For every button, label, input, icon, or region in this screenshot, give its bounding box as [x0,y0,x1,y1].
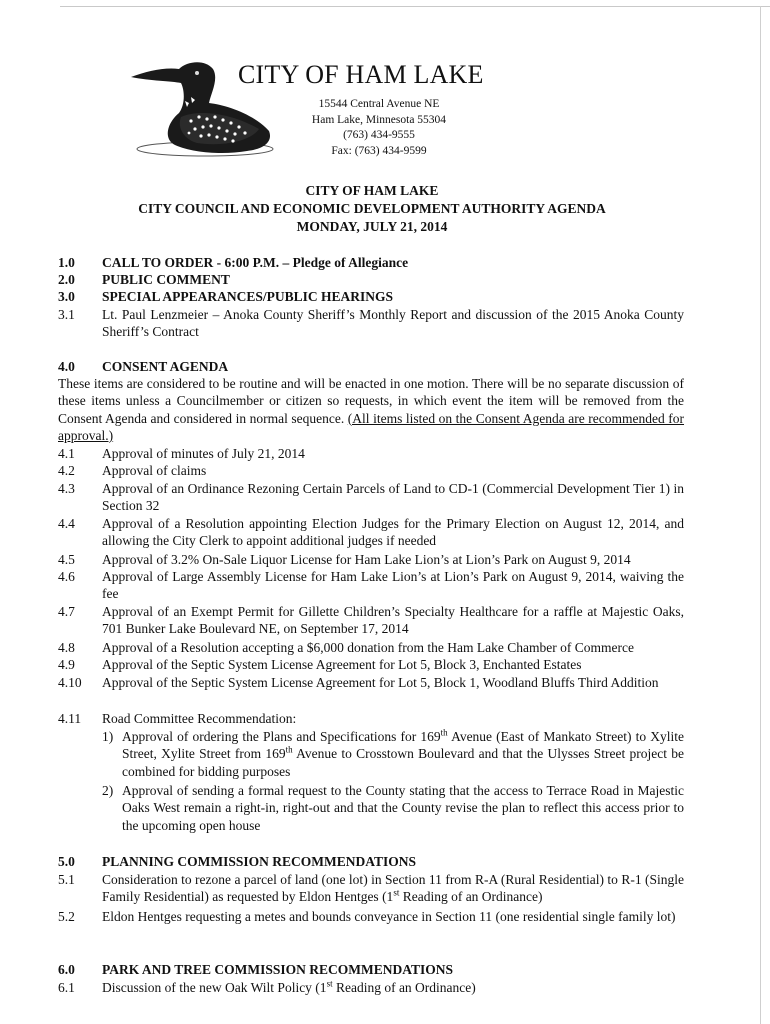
consent-recommendation-note: (All items listed on the Consent Agenda are recommended for approval.) [58,410,685,443]
subitem-text: Approval of ordering the Plans and Specifications for 169th Avenue (East of Mankato Street) to Xylite Street, Xylite Street from 169th Avenue to Crosstown Boulevard and that the Ulysses Street project be combined for bidding purposes [122,727,685,779]
item-number: 4.4 [58,516,75,531]
item-text: Road Committee Recommendation: [102,711,297,726]
item-text: PLANNING COMMISSION RECOMMENDATIONS [102,854,417,869]
item-number: 4.1 [58,446,75,461]
item-text: CALL TO ORDER - 6:00 P.M. – Pledge of Allegiance [102,255,409,270]
page-edge-top [60,6,770,7]
page-edge-right [760,6,761,1024]
item-number: 4.6 [58,569,75,584]
item-number: 4.11 [58,711,82,726]
item-text: Lt. Paul Lenzmeier – Anoka County Sheriff’s Monthly Report and discussion of the 2015 Anoka County Sheriff’s Contract [102,307,684,340]
item-number: 4.9 [58,657,75,672]
item-number: 3.1 [58,307,75,322]
item-text: PUBLIC COMMENT [102,272,230,287]
consent-agenda-description [58,375,684,444]
item-number: 4.10 [58,675,82,690]
item-number: 4.5 [58,552,75,567]
agenda-header-title: CITY COUNCIL AND ECONOMIC DEVELOPMENT AUTHORITY AGENDA [138,201,606,216]
item-number: 5.1 [58,872,75,887]
item-number: 5.2 [58,909,75,924]
agenda-header-date: MONDAY, JULY 21, 2014 [296,219,448,234]
item-text: Approval of the Septic System License Agreement for Lot 5, Block 1, Woodland Bluffs Third Addition [102,675,659,690]
item-text: SPECIAL APPEARANCES/PUBLIC HEARINGS [102,289,394,304]
item-number: 3.0 [58,289,75,304]
item-text: Approval of a Resolution accepting a $6,000 donation from the Ham Lake Chamber of Commerce [102,640,634,655]
item-text: Approval of an Exempt Permit for Gillette Children’s Specialty Healthcare for a raffle at Majestic Oaks, 701 Bunker Lake Boulevard NE, on September 17, 2014 [102,604,684,637]
item-text: Discussion of the new Oak Wilt Policy (1st Reading of an Ordinance) [102,978,476,995]
item-text: Approval of Large Assembly License for Ham Lake Lion’s at Lion’s Park on August 9, 2014, waiving the fee [102,569,684,602]
item-number: 6.0 [58,962,75,977]
item-number: 4.8 [58,640,75,655]
item-text: Consideration to rezone a parcel of land (one lot) in Section 11 from R-A (Rural Residential) to R-1 (Single Family Residential) as requested by Eldon Hentges (1st Reading of an Ordinance) [102,872,684,905]
address-street: 15544 Central Avenue NE [318,98,440,110]
address-fax: Fax: (763) 434-9599 [331,144,427,157]
item-text: Approval of minutes of July 21, 2014 [102,446,305,461]
item-text: Approval of a Resolution appointing Election Judges for the Primary Election on August 12, 2014, and allowing the City Clerk to appoint additional judges if needed [102,516,684,549]
item-text: Approval of the Septic System License Agreement for Lot 5, Block 3, Enchanted Estates [102,657,582,672]
item-number: 1.0 [58,255,75,270]
item-text: Approval of an Ordinance Rezoning Certain Parcels of Land to CD-1 (Commercial Development Tier 1) in Section 32 [102,481,684,514]
item-text: PARK AND TREE COMMISSION RECOMMENDATIONS [102,962,454,977]
item-number: 4.7 [58,604,75,619]
agenda-header-city: CITY OF HAM LAKE [305,183,439,198]
item-text: CONSENT AGENDA [102,359,229,374]
subitem-number: 1) [102,729,114,744]
consent-description-text: These items are considered to be routine and will be enacted in one motion. There will be no separate discussion of these items unless a Councilmember or citizen so requests, in which event the item will be removed from the Consent Agenda and considered in normal sequence. [58,376,684,426]
item-number: 2.0 [58,272,75,287]
address-phone: (763) 434-9555 [343,129,415,141]
item-number: 4.0 [58,359,75,374]
city-address [284,97,474,159]
item-text: Approval of 3.2% On-Sale Liquor License for Ham Lake Lion’s at Lion’s Park on August 9, 2014 [102,552,631,567]
item-number: 6.1 [58,980,75,995]
item-text: Eldon Hentges requesting a metes and bounds conveyance in Section 11 (one residential single family lot) [102,909,676,924]
city-title: CITY OF HAM LAKE [238,60,484,89]
item-text: Approval of claims [102,463,207,478]
subitem-text: Approval of sending a formal request to the County stating that the access to Terrace Road in Majestic Oaks West remain a right-in, right-out and that the County revise the plan to reflect this access prior to the upcoming open house [122,783,684,833]
subitem-number: 2) [102,783,114,798]
item-number: 5.0 [58,854,75,869]
item-number: 4.3 [58,481,75,496]
item-number: 4.2 [58,463,75,478]
address-city: Ham Lake, Minnesota 55304 [311,113,447,126]
